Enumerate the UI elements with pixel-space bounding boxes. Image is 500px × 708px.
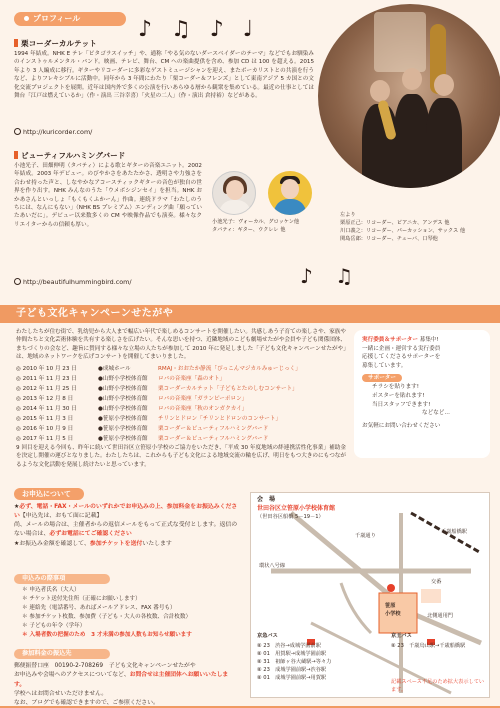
event-venue: ●山野小学校体育館 xyxy=(98,395,148,402)
note-item-1: ＊ チケット送付先住所（正確にお願いします） xyxy=(22,596,141,603)
pay-text xyxy=(14,662,239,708)
event-venue: ●成城ホール xyxy=(98,366,131,372)
group2-body: 小池光子、田畑伸明（タバティ）による歌とギターの音楽ユニット。2002 年結成。2003 年デビュー。のびやかさをあたたかさ、透明さや力強さを合わせ持った声と、しなやかなアコースティックギターの音色が独自の世界を作り出す。NHK みんなのうた「ウメボシジンセイ」を担当。NHK おかあさんといっしょ「もくもくふかーん」作曲。連続ドラマ「わたしのうちには、なんにもない」（NHK BS プレミアム）エンディング曲「願っていたあいだに」。デビュー以来数多くの CM や映像作品でも演奏。様々なクリエイターからの信頼も厚い。 xyxy=(14,163,202,228)
profile-label-text: プロフィール xyxy=(33,14,81,23)
members-caption-1: 栗原正己：リコーダー、ピアニカ、アンデス 他 xyxy=(340,220,450,226)
group1-photo xyxy=(318,4,500,188)
notes-list xyxy=(22,586,242,640)
tabaty-photo xyxy=(268,171,312,215)
event-title: RMAJ・おおたか静流「ぴっこんマジカルみゅーじっく」 xyxy=(158,366,301,372)
campaign-intro: わたしたちが住む街で、乳幼児から大人まで幅広い年代で楽しめるコンサートを開催したい。共感しあう子育ての楽しさや、家族や仲間たちと文化芸術体験を共有する楽しさを広げたい。そんな思いを持つ、近隣地域のこども劇場せたがや会員や子ども関係団体、まちづくりの会など、趣旨に賛同する様々な立場の人たちが参加して 2010 年に発足しました「子ども文化キャンペーンせたがや」は、地域のネットワークを広げコンサートを開催してまいりました。 xyxy=(16,329,346,361)
apply-line3-red: 参加チケットを送付 xyxy=(89,540,143,547)
event-venue: ●笹原小学校体育館 xyxy=(98,435,148,442)
venue-address: （世田谷区船橋 5－19－1） xyxy=(257,514,324,520)
group1-url[interactable] xyxy=(14,128,92,137)
event-date: ◎ 2014 年 11 月 30 日 xyxy=(16,405,77,412)
recruit-item-3: などなど… xyxy=(422,410,450,417)
apply-line3-end: いたします xyxy=(142,540,172,547)
event-date: ◎ 2010 年 10 月 23 日 xyxy=(16,366,77,372)
dot-icon xyxy=(24,16,29,21)
bus-line-3: ⑧ 23 成城学園前駅→渋谷駅 xyxy=(257,667,327,673)
event-date: ◎ 2015 年 11 月 3 日 xyxy=(16,415,74,422)
event-title: ロバの音楽座「森のオト」 xyxy=(158,375,226,382)
campaign-closing: 9 回目を迎える今回も、昨年に続いて世田谷区立笹原小学校のご協力をいただき、「平成 30 年度地域の絆連携活性化事業」補助金を決定し開催の運びとなりました。わたしたちは、これからも子ども文化による地域交流の輪を広げ、明日をもつ大きのにもつながるような文化活動を発展し続けたいと思っています。 xyxy=(16,445,346,468)
group1-url-text[interactable]: http://kuricorder.com/ xyxy=(23,128,93,136)
supporter-tag: サポーター xyxy=(362,374,402,383)
map-label-ring8: 環状八号線 xyxy=(259,563,285,569)
apply-text: ★必ず、電話・FAX・メールのいずれかでお申込みの上、参加料金をお振込みください【申込先は、おもて面に記載】 尚、メールの場合は、主催者からの返信メールをもって正式な受付とします。返信のない場合は、必ずお電話にてご確認ください ★お振込み金額を確認して、参加チケットを送付いたします xyxy=(14,504,238,547)
group1-body: 1994 年結成。NHK E テレ「ピタゴラスイッチ」や、通称「やる気のないダースベイダーのテーマ」などでもお馴染みのインストゥルメンタル・バンド。映画、テレビ、舞台、CM への楽曲提供を含め、参加 CD は 100 を超える。2015 年より 3 人編成に移行。ギターやリコーダーに多彩なゲストミュージシャンを迎え、またボーカリストとの共演を行うなど、よりフレキシブルに活動中。同年から 3 年間にわたり「栗コーダー＆フレンズ」として東南アジア 5 カ国との文化交流プロジェクトを展開。近年は国内外で多くの公演を行いあらゆる層から観衆を集めている。最近の仕事としては舞台「江戸は燃えているか」（作・演出 三谷幸喜）「火星の二人」（作・演出 倉持裕）などがある。 xyxy=(14,51,314,99)
recruit-item-2: 当日スタッフできます! xyxy=(372,401,431,408)
event-title: 栗コーダー＆ビューティフルハミングバード xyxy=(158,435,269,442)
access-map[interactable] xyxy=(250,492,490,698)
event-row xyxy=(16,395,346,405)
map-label-station: 千歳船橋駅 xyxy=(441,529,467,535)
recruit-footer: お気軽にお問い合わせください xyxy=(362,422,441,429)
event-date: ◎ 2013 年 12 月 8 日 xyxy=(16,395,74,402)
event-row xyxy=(16,365,346,375)
event-venue: ●笹原小学校体育館 xyxy=(98,415,148,422)
pay-note-red: お問合せは主催団体へお願いいたします。 xyxy=(14,672,229,688)
notes-label: 申込みの際事項 xyxy=(14,574,110,584)
apply-line3: お振込み金額を確認して、 xyxy=(19,540,90,547)
bus-label-a: 京急バス xyxy=(257,633,278,639)
group2-title: ビューティフルハミングバード xyxy=(14,150,125,161)
note-item-5: ＊ 入場者数の把握のため 3 才未満の参加人数もお知らせ願います xyxy=(22,632,192,639)
group1-title: 栗コーダーカルテット xyxy=(14,38,97,49)
pay-account: 郵便振替口座 00190-2-708269 子ども文化キャンペーンせたがや xyxy=(14,663,196,669)
event-date: ◎ 2016 年 10 月 9 日 xyxy=(16,425,74,432)
recruit-item-0: チラシを貼ります! xyxy=(372,384,419,391)
group2-url[interactable] xyxy=(14,278,132,287)
recruit-item-1: ポスターを貼れます! xyxy=(372,392,425,399)
pay-note-b: 学校へはお問合せいただけません。 xyxy=(14,690,108,697)
event-venue: ●笹原小学校体育館 xyxy=(98,425,148,432)
note-item-0: ＊ 申込者氏名（大人） xyxy=(22,587,80,593)
members-caption-0: 左より xyxy=(340,212,356,218)
bus-line-1: ⑧ 01 用賀駅→成城学園前駅 xyxy=(257,651,327,657)
pay-note-a: お申込みや会場へのアクセスについてなど、 xyxy=(14,672,130,679)
event-title: チリンとドロン「チリンとドロンのコンサート」 xyxy=(158,415,282,422)
event-row xyxy=(16,425,346,435)
campaign-title: 子ども文化キャンペーンせたがや xyxy=(16,308,174,319)
globe-icon xyxy=(14,128,21,135)
recruit-body: 一緒に企画・運営する実行委員 応援してくださるサポーターを 募集しています。 xyxy=(362,345,441,369)
note-item-3: ＊ 参加チケット枚数、参加費（子ども・大人の各枚数、合計枚数） xyxy=(22,614,192,621)
event-row xyxy=(16,415,346,425)
apply-line1-red: 必ず、電話・FAX・メールのいずれかでお申込みの上、参加料金をお振込みください xyxy=(14,504,238,520)
event-title: 栗コーダーカルテット「子どもとたのしむコンサート」 xyxy=(158,385,298,392)
recruit-title: 実行委員＆サポーター xyxy=(362,337,418,343)
event-row xyxy=(16,385,346,395)
map-label-chitose: 千歳通り xyxy=(355,533,376,539)
event-title: ロバの音楽座「ガランピーポロン」 xyxy=(158,395,248,402)
koike-photo xyxy=(212,171,256,215)
event-venue: ●山野小学校体育館 xyxy=(98,375,148,382)
apply-line2-red: 必ずお電話にてご確認ください xyxy=(49,531,132,538)
event-date: ◎ 2011 年 11 月 23 日 xyxy=(16,375,77,382)
bus-line-5: ⑧ 23 千歳烏山駅→千歳船橋駅 xyxy=(391,643,466,649)
map-note: 記載スペース不足のため拡大表示しています。 xyxy=(391,679,485,693)
venue-name: 世田谷区立笹原小学校体育館 xyxy=(257,505,336,512)
music-notes-icon: ♪ ♫ ♪ ♩ xyxy=(138,17,260,42)
bus-label-b: 京王バス xyxy=(391,633,412,639)
pay-note-c: なお、ブログでも確認できますので、ご参照ください。 xyxy=(14,700,159,707)
event-row xyxy=(16,405,346,415)
venue-marker xyxy=(387,584,395,592)
park-block xyxy=(421,589,441,603)
event-venue: ●山野小学校体育館 xyxy=(98,405,148,412)
event-title: ロバの音楽座「秋のオンガクカイ」 xyxy=(158,405,248,412)
note-item-2: ＊ 連絡先（電話番号、あればメールアドレス、FAX 番号も） xyxy=(22,605,176,612)
note-item-4: ＊ 子どもの年令（学年） xyxy=(22,623,86,630)
event-list xyxy=(16,365,346,445)
photo-caption-tabaty: タバティ：ギター、ウクレレ 他 xyxy=(212,227,286,233)
event-title: 栗コーダー＆ビューティフルハミングバード xyxy=(158,425,269,432)
apply-label: お申込について xyxy=(14,488,84,500)
photo-caption-koike: 小池光子：ヴォーカル、グロッケン他 xyxy=(212,219,300,225)
globe-icon xyxy=(14,278,21,285)
members-caption-3: 関島岳郎：リコーダー、チューバ、口琴他 xyxy=(340,236,438,242)
venue-label: 会 場 xyxy=(257,496,276,503)
members-caption-2: 川口義之：リコーダー、パーカッション、サックス 他 xyxy=(340,228,466,234)
recruit-box xyxy=(354,330,490,458)
map-label-gate: 北側通用門 xyxy=(427,613,453,619)
bus-line-2: ⑧ 31 祖師ヶ谷大蔵駅→等々力 xyxy=(257,659,332,665)
event-date: ◎ 2012 年 11 月 25 日 xyxy=(16,385,77,392)
group2-url-text[interactable]: http://beautifulhummingbird.com/ xyxy=(23,278,132,286)
profile-label xyxy=(14,12,126,26)
event-date: ◎ 2017 年 11 月 5 日 xyxy=(16,435,74,442)
apply-line2: 尚、メールの場合は、主催者からの返信メールをもって正式な受付とします。返信のない場合は、 xyxy=(14,522,238,538)
event-row xyxy=(16,375,346,385)
apply-line1-note: 【申込先は、おもて面に記載】 xyxy=(19,513,103,520)
road-curve xyxy=(341,583,371,633)
event-venue: ●山野小学校体育館 xyxy=(98,385,148,392)
pay-label: 参加料金の振込先 xyxy=(14,649,110,659)
map-label-school: 笹原 小学校 xyxy=(385,603,401,617)
bus-line-4: ⑧ 01 成城学園前駅→用賀駅 xyxy=(257,675,327,681)
recruit-title-suffix: 募集中! xyxy=(417,337,439,343)
music-notes-icon-2: ♪ ♫ xyxy=(300,264,362,288)
bus-line-0: ⑧ 23 渋谷→成城学園前駅 xyxy=(257,643,321,649)
map-label-koban: 交番 xyxy=(431,579,442,585)
